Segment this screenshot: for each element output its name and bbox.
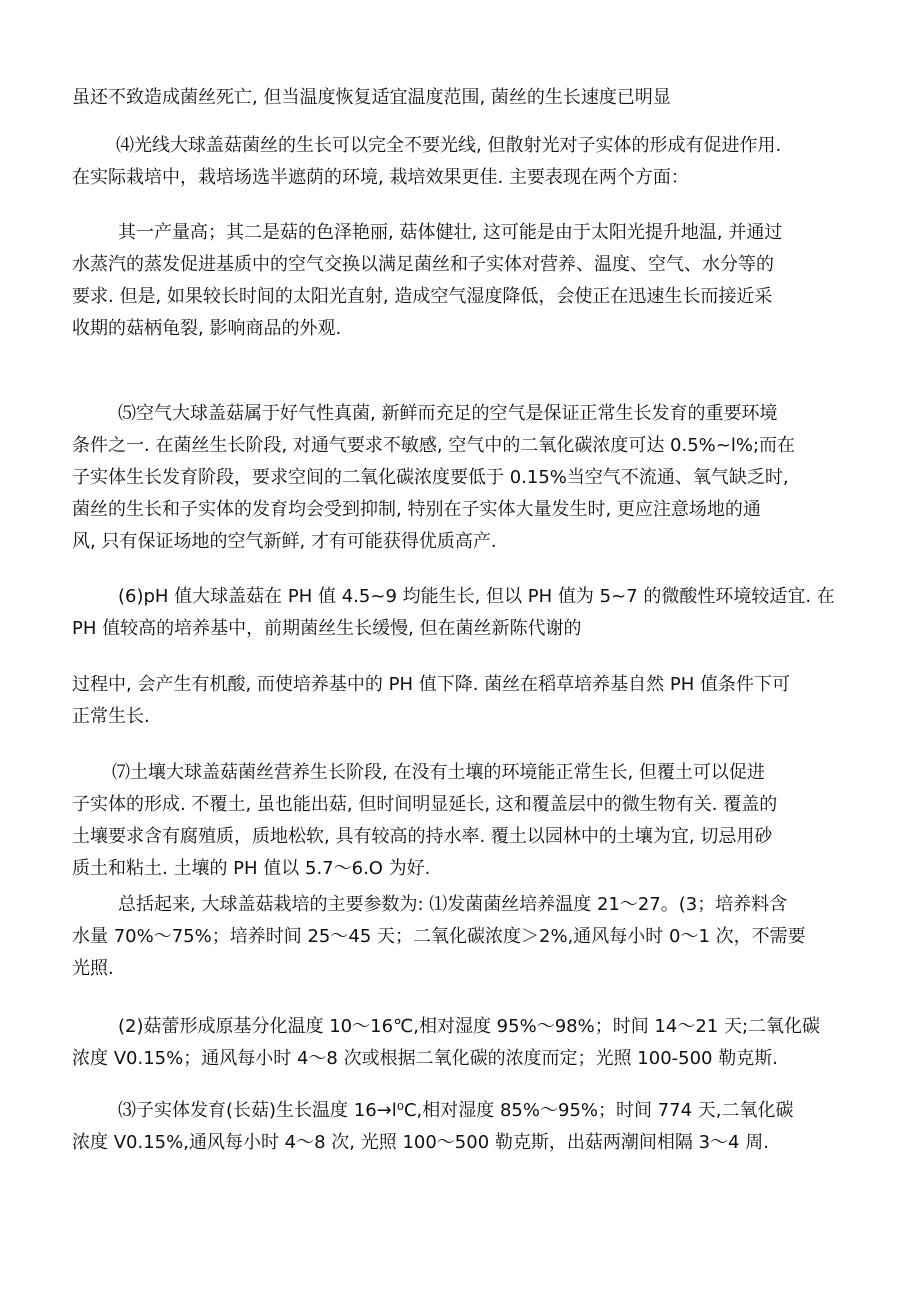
text-line: 子实体的形成. 不覆土, 虽也能出菇, 但时间明显延长, 这和覆盖层中的微生物有关. 覆盖的	[72, 794, 778, 815]
text-line: 条件之一. 在菌丝生长阶段, 对通气要求不敏感, 空气中的二氧化碳浓度可达 0.5%~l%;而在	[72, 435, 796, 456]
text-line: 土壤要求含有腐殖质，质地松软, 具有较高的持水率. 覆土以园林中的土壤为宜, 切忌用砂	[72, 826, 773, 847]
paragraph-light-benefits	[72, 217, 862, 345]
text-line: 质土和粘土. 土壤的 PH 值以 5.7～6.O 为好.	[72, 858, 431, 879]
paragraph-light	[72, 130, 862, 194]
text-line: 浓度 V0.15%,通风每小时 4～8 次, 光照 100～500 勒克斯，出菇两潮间相隔 3～4 周.	[72, 1132, 769, 1153]
text-line: 过程中, 会产生有机酸, 而使培养基中的 PH 值下降. 菌丝在稻草培养基自然 PH 值条件下可	[72, 674, 790, 695]
text-line: 光照.	[72, 958, 114, 979]
paragraph-summary	[72, 889, 862, 985]
text-line: 水蒸汽的蒸发促进基质中的空气交换以满足菌丝和子实体对营养、温度、空气、水分等的	[72, 254, 774, 275]
text-line: 虽还不致造成菌丝死亡, 但当温度恢复适宜温度范围, 菌丝的生长速度已明显	[72, 87, 671, 108]
text-line: 正常生长.	[72, 706, 150, 727]
text-line: 水量 70%～75%；培养时间 25～45 天；二氧化碳浓度＞2%,通风每小时 0～1 次，不需要	[72, 926, 806, 947]
text-line: 收期的菇柄龟裂, 影响商品的外观.	[72, 318, 342, 339]
paragraph-soil	[72, 757, 862, 885]
paragraph-fruiting-body	[72, 1095, 862, 1159]
paragraph-ph	[72, 581, 862, 645]
text-line: (2)菇蕾形成原基分化温度 10～16℃,相对湿度 95%～98%；时间 14～21 天;二氧化碳	[118, 1016, 821, 1037]
text-line: ⑺土壤大球盖菇菌丝营养生长阶段, 在没有土壤的环境能正常生长, 但覆土可以促进	[112, 762, 765, 783]
text-line: 总括起来, 大球盖菇栽培的主要参数为: ⑴发菌菌丝培养温度 21～27。(3；培养料含	[118, 894, 788, 915]
text-line: ⑷光线大球盖菇菌丝的生长可以完全不要光线, 但散射光对子实体的形成有促进作用.	[116, 135, 782, 156]
text-line: ⑸空气大球盖菇属于好气性真菌, 新鲜而充足的空气是保证正常生长发育的重要环境	[118, 403, 778, 424]
text-line: 菌丝的生长和子实体的发育均会受到抑制, 特别在子实体大量发生时, 更应注意场地的通	[72, 499, 761, 520]
text-line: 在实际栽培中，栽培场选半遮荫的环境, 栽培效果更佳. 主要表现在两个方面：	[72, 167, 689, 188]
text-line: 子实体生长发育阶段，要求空间的二氧化碳浓度要低于 0.15%当空气不流通、氧气缺乏时,	[72, 467, 789, 488]
paragraph-ph-continued	[72, 669, 862, 733]
text-line: 风, 只有保证场地的空气新鲜, 才有可能获得优质高产.	[72, 531, 497, 552]
text-line: PH 值较高的培养基中，前期菌丝生长缓慢, 但在菌丝新陈代谢的	[72, 618, 582, 639]
text-line: 其一产量高；其二是菇的色泽艳丽, 菇体健壮, 这可能是由于太阳光提升地温, 并通过	[118, 222, 783, 243]
paragraph-temperature-continued	[72, 82, 862, 114]
text-line: 要求. 但是, 如果较长时间的太阳光直射, 造成空气湿度降低，会使正在迅速生长而接近采	[72, 286, 773, 307]
paragraph-air	[72, 398, 862, 558]
text-line: 浓度 V0.15%；通风每小时 4～8 次或根据二氧化碳的浓度而定；光照 100-500 勒克斯.	[72, 1048, 778, 1069]
text-line: (6)pH 值大球盖菇在 PH 值 4.5~9 均能生长, 但以 PH 值为 5~7 的微酸性环境较适宜. 在	[118, 586, 835, 607]
paragraph-primordia	[72, 1011, 862, 1075]
text-line: ⑶子实体发育(长菇)生长温度 16→l⁰C,相对湿度 85%～95%；时间 774 天,二氧化碳	[118, 1100, 794, 1121]
